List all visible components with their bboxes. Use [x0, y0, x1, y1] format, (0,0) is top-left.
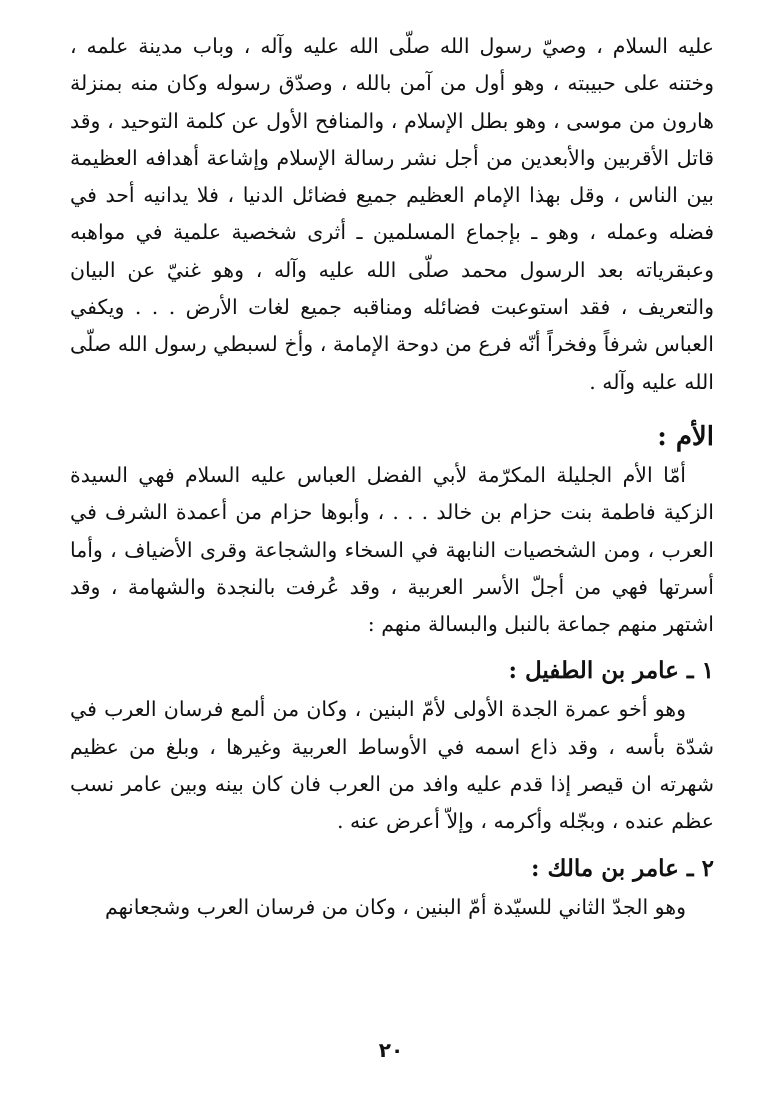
item-2-heading: ٢ ـ عامر بن مالك :	[531, 854, 714, 882]
mother-paragraph: أمّا الأم الجليلة المكرّمة لأبي الفضل العباس عليه السلام فهي السيدة الزكية فاطمة بنت حزام بن خالد . . . ، وأبوها حزام من أعمدة الشرف في العرب ، ومن الشخصيات النابهة في السخاء والشجاعة وقرى الأضياف ، وأما أسرتها فهي من أجلّ الأسر العربية ، وقد عُرفت بالنجدة والشهامة ، وقد اشتهر منهم جماعة بالنبل والبسالة منهم :	[70, 462, 714, 637]
section-spacer	[70, 841, 714, 849]
page-number: ٢٠	[378, 1038, 404, 1062]
item-1-heading: ١ ـ عامر بن الطفيل :	[508, 657, 714, 685]
section-spacer	[70, 401, 714, 417]
item-1-paragraph: وهو أخو عمرة الجدة الأولى لأمّ البنين ، وكان من ألمع فرسان العرب في شدّة بأسه ، وقد ذاع اسمه في الأوساط العربية وغيرها ، وبلغ من عظيم شهرته ان قيصر إذا قدم عليه وافد من العرب فان كان بينه وبين عامر نسب عظم عنده ، وبجّله وأكرمه ، وإلاّ أعرض عنه .	[70, 697, 714, 834]
page-body	[70, 28, 714, 926]
mother-heading: الأم :	[657, 421, 714, 452]
section-spacer	[70, 643, 714, 651]
item-2-paragraph: وهو الجدّ الثاني للسيّدة أمّ البنين ، وكان من فرسان العرب وشجعانهم	[104, 894, 686, 919]
intro-paragraph: عليه السلام ، وصيّ رسول الله صلّى الله عليه وآله ، وباب مدينة علمه ، وختنه على حبيبته ، وهو أول من آمن بالله ، وصدّق رسوله وكان منه بمنزلة هارون من موسى ، وهو بطل الإسلام ، والمنافح الأول عن كلمة التوحيد ، وقد قاتل الأقربين والأبعدين من أجل نشر رسالة الإسلام وإشاعة أهدافه العظيمة بين الناس ، وقل بهذا الإمام العظيم جميع فضائل الدنيا ، فلا يدانيه أحد في فضله وعمله ، وهو ـ بإجماع المسلمين ـ أثرى شخصية علمية في مواهبه وعبقرياته بعد الرسول محمد صلّى الله عليه وآله ، وهو غنيّ عن البيان والتعريف ، فقد استوعبت فضائله ومناقبه جميع لغات الأرض . . . ويكفي العباس شرفاً وفخراً أنّه فرع من دوحة الإمامة ، وأخ لسبطي رسول الله صلّى الله عليه وآله .	[70, 34, 714, 394]
